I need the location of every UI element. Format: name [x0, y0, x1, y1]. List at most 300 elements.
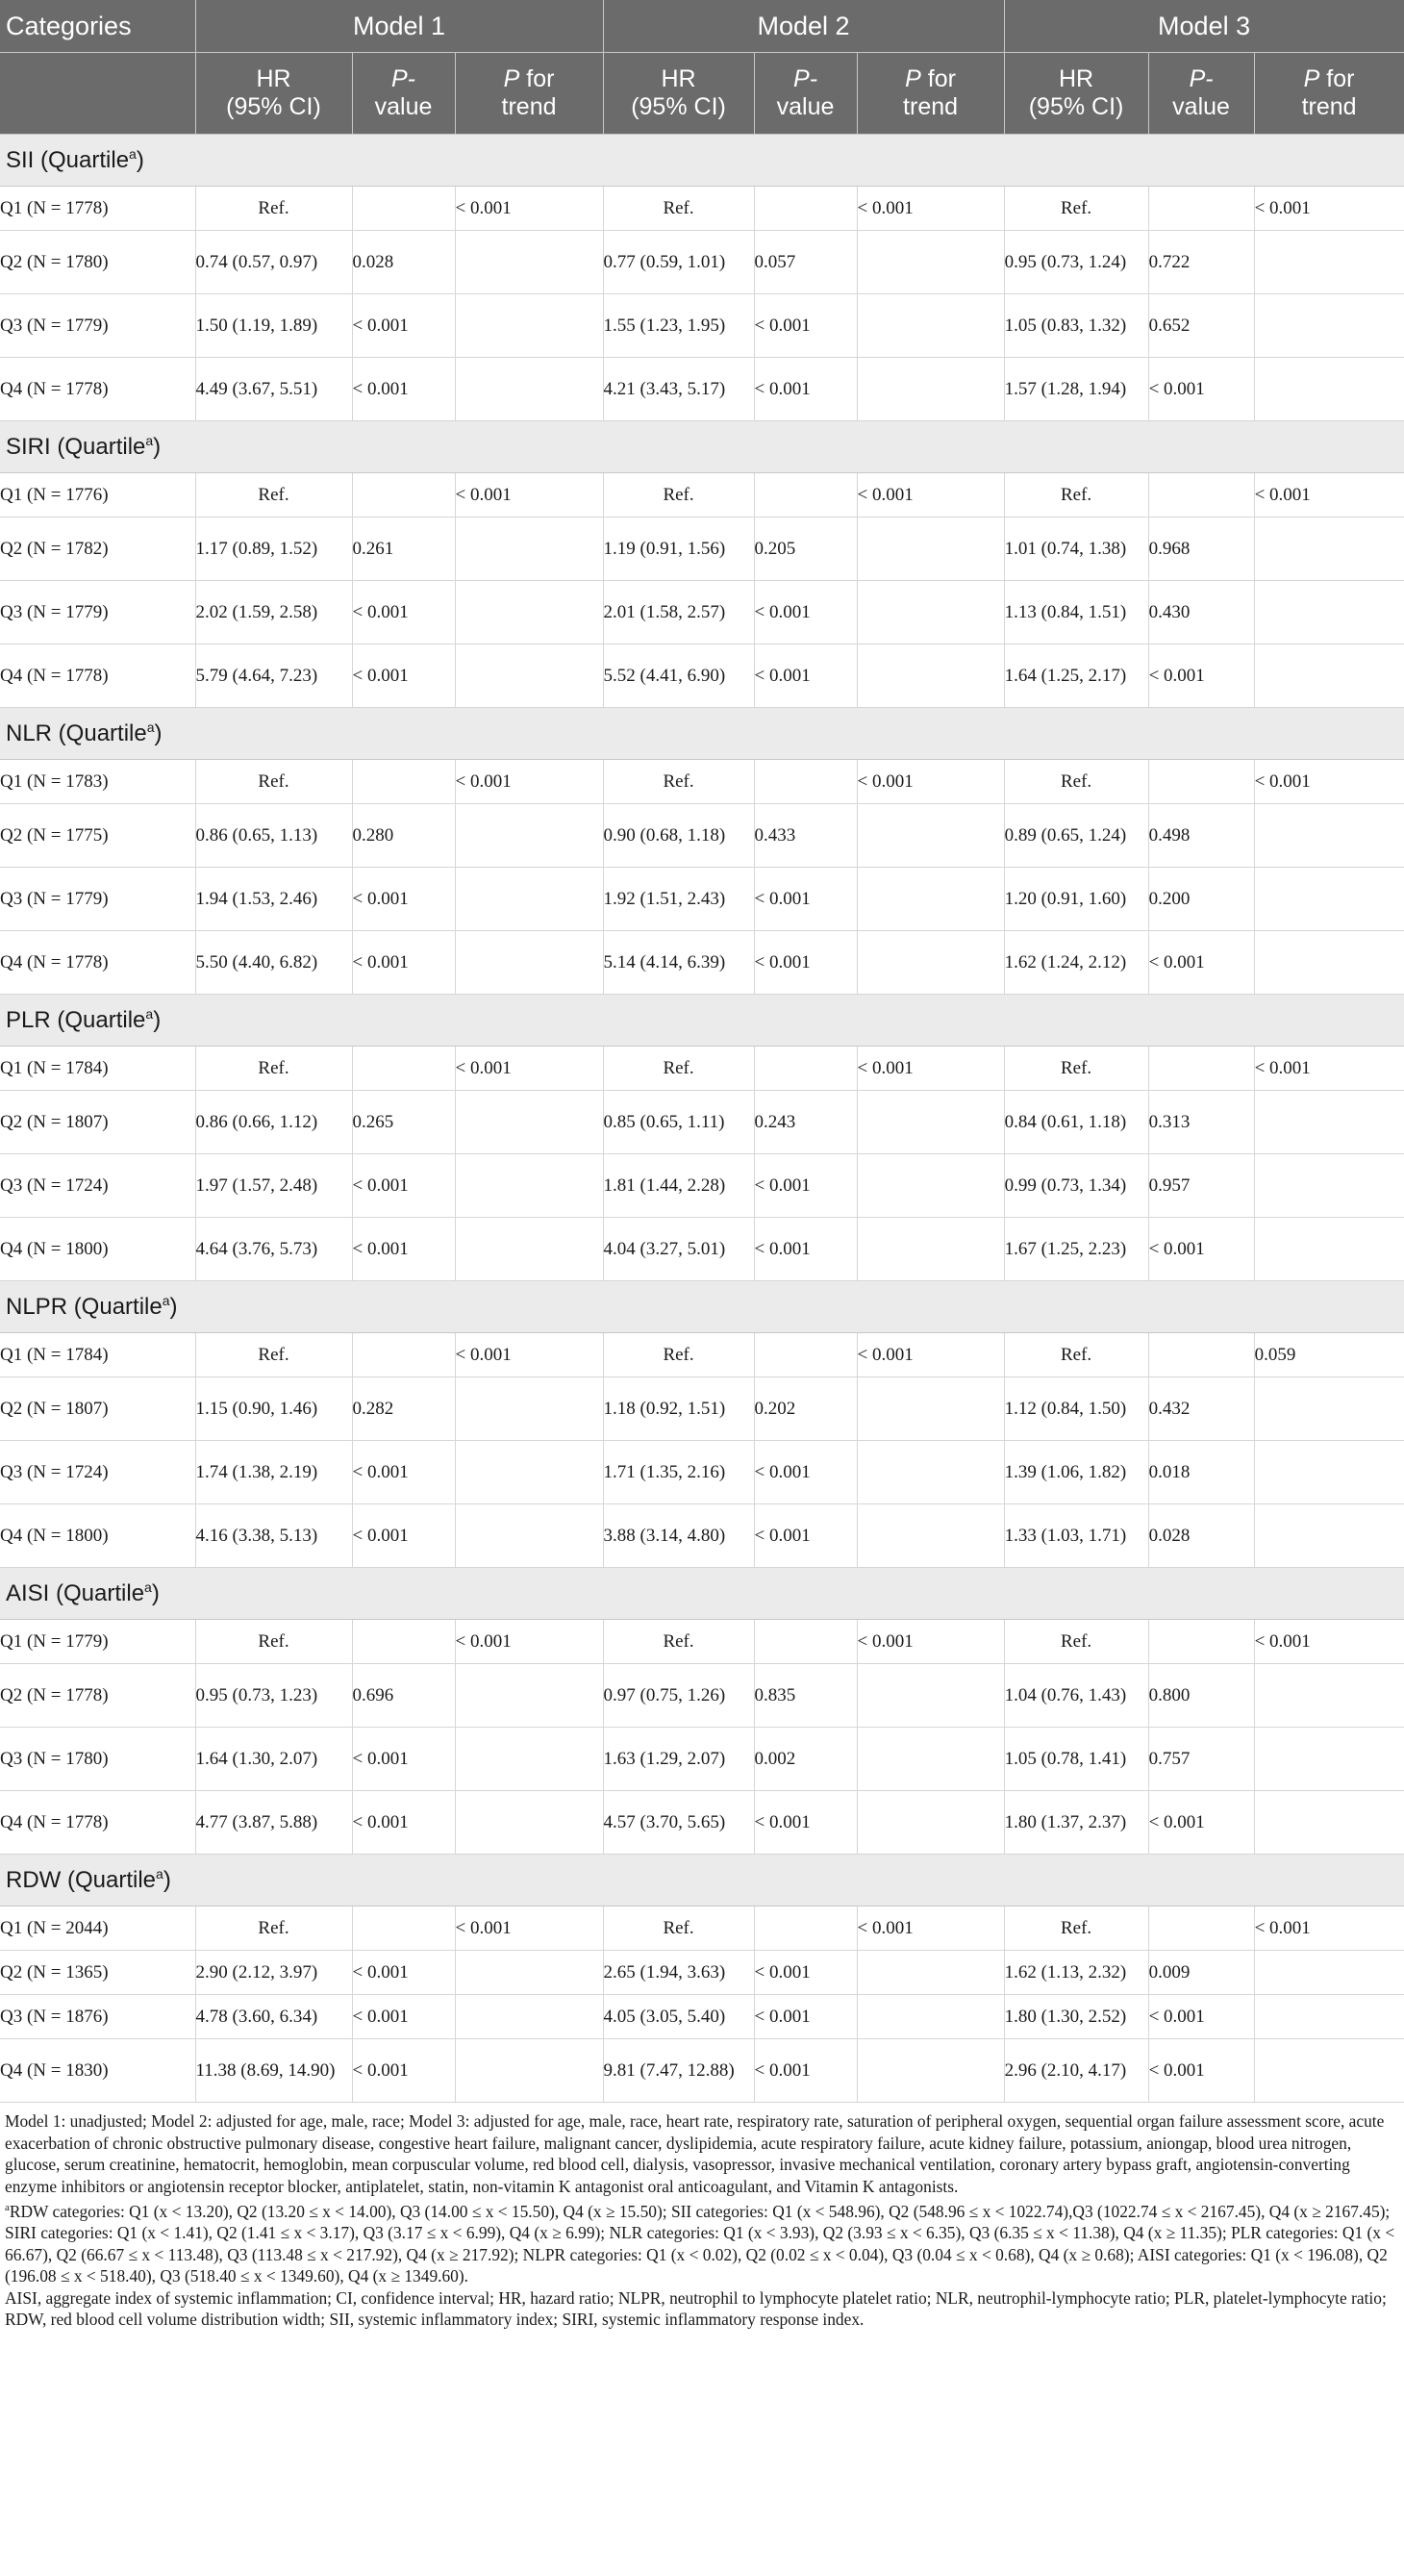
table-row	[0, 518, 1404, 581]
p-value-cell: < 0.001	[352, 358, 455, 421]
p-for-trend-cell	[1254, 231, 1404, 294]
quartile-label: Q1 (N = 1778)	[0, 187, 195, 231]
group-title	[0, 1281, 1404, 1333]
hr-ci-header: HR (95% CI)	[603, 53, 754, 135]
p-value-cell: < 0.001	[1148, 644, 1254, 708]
group-close: )	[154, 720, 163, 746]
p-value-cell: < 0.001	[1148, 1995, 1254, 2039]
group-name: SIRI (Quartile	[6, 434, 146, 460]
p-for-trend-cell	[455, 294, 603, 358]
table-row	[0, 760, 1404, 804]
p-value-cell: < 0.001	[754, 1441, 857, 1504]
p-value-cell: 0.028	[1148, 1504, 1254, 1568]
hr-ci-cell: 1.18 (0.92, 1.51)	[603, 1377, 754, 1441]
quartile-label: Q3 (N = 1724)	[0, 1154, 195, 1218]
group-name: RDW (Quartile	[6, 1867, 157, 1893]
hr-ci-cell: 0.90 (0.68, 1.18)	[603, 804, 754, 868]
table-row	[0, 358, 1404, 421]
group-header-row	[0, 135, 1404, 187]
group-title	[0, 1855, 1404, 1907]
p-value-cell	[352, 1047, 455, 1091]
p-for-trend-cell: < 0.001	[857, 760, 1004, 804]
p-for-trend-cell	[857, 2039, 1004, 2103]
quartile-label: Q1 (N = 1784)	[0, 1047, 195, 1091]
hr-ci-cell: 1.74 (1.38, 2.19)	[195, 1441, 352, 1504]
quartile-label: Q1 (N = 1779)	[0, 1620, 195, 1664]
hr-ci-cell: 0.86 (0.66, 1.12)	[195, 1091, 352, 1154]
quartile-label: Q1 (N = 2044)	[0, 1907, 195, 1951]
p-for-trend-cell	[1254, 1791, 1404, 1855]
group-title	[0, 995, 1404, 1047]
group-name: SII (Quartile	[6, 147, 130, 173]
p-for-trend-header: P for trend	[1254, 53, 1404, 135]
quartile-label: Q2 (N = 1365)	[0, 1951, 195, 1995]
p-value-cell: 0.433	[754, 804, 857, 868]
p-value-cell	[754, 1047, 857, 1091]
table-row	[0, 1791, 1404, 1855]
p-for-trend-cell	[1254, 358, 1404, 421]
p-value-cell: < 0.001	[1148, 358, 1254, 421]
hr-ci-cell: 1.12 (0.84, 1.50)	[1004, 1377, 1148, 1441]
p-for-trend-cell	[857, 1664, 1004, 1728]
p-for-trend-cell	[455, 931, 603, 995]
p-value-cell: < 0.001	[754, 931, 857, 995]
p-for-trend-cell	[455, 868, 603, 931]
table-row	[0, 644, 1404, 708]
hr-ci-cell: 9.81 (7.47, 12.88)	[603, 2039, 754, 2103]
table-row	[0, 804, 1404, 868]
p-for-trend-cell	[857, 1377, 1004, 1441]
p-value-cell: 0.757	[1148, 1728, 1254, 1791]
quartile-label: Q3 (N = 1724)	[0, 1441, 195, 1504]
hr-ci-cell: Ref.	[195, 187, 352, 231]
p-value-cell: 0.968	[1148, 518, 1254, 581]
p-value-cell: < 0.001	[1148, 1218, 1254, 1281]
hr-ci-cell: 2.02 (1.59, 2.58)	[195, 581, 352, 644]
footnote-models: Model 1: unadjusted; Model 2: adjusted for age, male, race; Model 3: adjusted for age, male, race, heart rate, respiratory rate, saturation of peripheral oxygen, sequential organ failure assessment score, acute exacerbation of chronic obstructive pulmonary disease, congestive heart failure, malignant cancer, dyslipidemia, acute respiratory failure, acute kidney failure, potassium, aniongap, blood urea nitrogen, glucose, serum creatinine, hematocrit, hemoglobin, mean corpuscular volume, red blood cell, dialysis, vasopressor, invasive mechanical ventilation, coronary artery bypass graft, angiotensin-converting enzyme inhibitors or angiotensin receptor blocker, antiplatelet, statin, non-vitamin K antagonist oral anticoagulant, and Vitamin K antagonists.	[5, 2111, 1385, 2196]
p-value-cell: 0.028	[352, 231, 455, 294]
p-for-trend-cell	[455, 1791, 603, 1855]
quartile-label: Q3 (N = 1779)	[0, 294, 195, 358]
quartile-label: Q1 (N = 1784)	[0, 1333, 195, 1377]
p-for-trend-cell	[455, 2039, 603, 2103]
hr-ci-cell: 1.64 (1.30, 2.07)	[195, 1728, 352, 1791]
p-value-cell: < 0.001	[754, 1218, 857, 1281]
hr-ci-cell: 1.57 (1.28, 1.94)	[1004, 358, 1148, 421]
p-value-cell: < 0.001	[352, 581, 455, 644]
hr-ci-cell: 0.86 (0.65, 1.13)	[195, 804, 352, 868]
p-value-header: P- value	[352, 53, 455, 135]
p-for-trend-cell	[1254, 1441, 1404, 1504]
hr-ci-cell: Ref.	[603, 473, 754, 518]
table-row	[0, 1664, 1404, 1728]
hr-ci-cell: Ref.	[603, 1047, 754, 1091]
p-for-trend-cell	[857, 1728, 1004, 1791]
p-for-trend-cell	[455, 1154, 603, 1218]
p-value-cell: 0.200	[1148, 868, 1254, 931]
group-header-row	[0, 1855, 1404, 1907]
table-row	[0, 1620, 1404, 1664]
p-for-trend-cell	[455, 1091, 603, 1154]
p-value-cell	[352, 1333, 455, 1377]
hr-ci-cell: 1.15 (0.90, 1.46)	[195, 1377, 352, 1441]
hr-ci-cell: 1.39 (1.06, 1.82)	[1004, 1441, 1148, 1504]
table-row	[0, 1995, 1404, 2039]
hr-ci-cell: Ref.	[1004, 1047, 1148, 1091]
quartile-label: Q2 (N = 1778)	[0, 1664, 195, 1728]
group-close: )	[153, 434, 162, 460]
model-3-header: Model 3	[1004, 0, 1404, 53]
group-header-row	[0, 421, 1404, 473]
p-for-trend-cell	[1254, 1504, 1404, 1568]
group-sup: a	[156, 1866, 163, 1881]
table-row	[0, 1907, 1404, 1951]
p-value-cell: < 0.001	[754, 581, 857, 644]
p-value-cell	[352, 760, 455, 804]
hr-ci-cell: 1.62 (1.24, 2.12)	[1004, 931, 1148, 995]
p-for-trend-cell	[455, 1441, 603, 1504]
p-value-cell	[352, 473, 455, 518]
table-row	[0, 187, 1404, 231]
hr-ci-cell: Ref.	[195, 473, 352, 518]
hr-ci-cell: 5.79 (4.64, 7.23)	[195, 644, 352, 708]
p-for-trend-cell	[455, 1951, 603, 1995]
group-name: AISI (Quartile	[6, 1580, 145, 1606]
hr-ci-cell: 1.17 (0.89, 1.52)	[195, 518, 352, 581]
p-for-trend-cell	[1254, 1377, 1404, 1441]
table-row	[0, 1951, 1404, 1995]
p-value-cell	[1148, 1620, 1254, 1664]
hr-ci-cell: 1.05 (0.78, 1.41)	[1004, 1728, 1148, 1791]
p-for-trend-cell	[1254, 1995, 1404, 2039]
hr-ci-cell: 1.97 (1.57, 2.48)	[195, 1154, 352, 1218]
p-value-cell	[352, 1620, 455, 1664]
hr-ci-cell: Ref.	[1004, 1907, 1148, 1951]
p-value-cell: < 0.001	[352, 1951, 455, 1995]
hr-ci-cell: Ref.	[195, 1333, 352, 1377]
p-value-cell: < 0.001	[754, 2039, 857, 2103]
p-value-cell: < 0.001	[352, 1441, 455, 1504]
table-row	[0, 1047, 1404, 1091]
group-close: )	[169, 1294, 178, 1320]
p-for-trend-cell	[857, 518, 1004, 581]
p-value-cell	[754, 187, 857, 231]
quartile-label: Q4 (N = 1778)	[0, 358, 195, 421]
p-value-cell: 0.498	[1148, 804, 1254, 868]
p-value-cell	[1148, 187, 1254, 231]
p-for-trend-cell	[455, 644, 603, 708]
group-name: PLR (Quartile	[6, 1007, 146, 1033]
hr-ci-cell: 1.92 (1.51, 2.43)	[603, 868, 754, 931]
p-value-cell: 0.722	[1148, 231, 1254, 294]
p-value-cell: < 0.001	[754, 1995, 857, 2039]
hr-ci-cell: 1.81 (1.44, 2.28)	[603, 1154, 754, 1218]
p-for-trend-cell: < 0.001	[857, 1333, 1004, 1377]
p-for-trend-cell	[857, 1154, 1004, 1218]
group-close: )	[163, 1867, 171, 1893]
model-2-header: Model 2	[603, 0, 1004, 53]
quartile-label: Q4 (N = 1778)	[0, 1791, 195, 1855]
hr-ci-cell: Ref.	[195, 1907, 352, 1951]
hr-ci-cell: 0.89 (0.65, 1.24)	[1004, 804, 1148, 868]
hr-ci-cell: 0.74 (0.57, 0.97)	[195, 231, 352, 294]
group-sup: a	[144, 1579, 152, 1595]
hr-ci-cell: Ref.	[1004, 473, 1148, 518]
hr-ci-cell: 4.77 (3.87, 5.88)	[195, 1791, 352, 1855]
table-row	[0, 1333, 1404, 1377]
p-for-trend-cell	[455, 1995, 603, 2039]
group-sup: a	[162, 1293, 170, 1308]
table-row	[0, 581, 1404, 644]
table-row	[0, 1441, 1404, 1504]
p-value-cell: < 0.001	[754, 868, 857, 931]
footnote-categories-text: RDW categories: Q1 (x < 13.20), Q2 (13.20 ≤ x < 14.00), Q3 (14.00 ≤ x < 15.50), Q4 (x ≥ 15.50); SII categories: Q1 (x < 548.96), Q2 (548.96 ≤ x < 1022.74),Q3 (1022.74 ≤ x < 2167.45), Q4 (x ≥ 2167.45); SIRI categories: Q1 (x < 1.41), Q2 (1.41 ≤ x < 3.17), Q3 (3.17 ≤ x < 6.99), Q4 (x ≥ 6.99); NLR categories: Q1 (x < 3.93), Q2 (3.93 ≤ x < 6.35), Q3 (6.35 ≤ x < 11.38), Q4 (x ≥ 11.35); PLR categories: Q1 (x < 66.67), Q2 (66.67 ≤ x < 113.48), Q3 (113.48 ≤ x < 217.92), Q4 (x ≥ 217.92); NLPR categories: Q1 (x < 0.02), Q2 (0.02 ≤ x < 0.04), Q3 (0.04 ≤ x < 0.68), Q4 (x ≥ 0.68); AISI categories: Q1 (x < 196.08), Q2 (196.08 ≤ x < 518.40), Q3 (518.40 ≤ x < 1349.60), Q4 (x ≥ 1349.60).	[5, 2201, 1395, 2286]
hr-ci-cell: 1.80 (1.30, 2.52)	[1004, 1995, 1148, 2039]
group-title	[0, 708, 1404, 760]
quartile-label: Q2 (N = 1782)	[0, 518, 195, 581]
hr-ci-cell: 5.50 (4.40, 6.82)	[195, 931, 352, 995]
quartile-label: Q2 (N = 1775)	[0, 804, 195, 868]
quartile-label: Q2 (N = 1780)	[0, 231, 195, 294]
model-1-header: Model 1	[195, 0, 603, 53]
quartile-label: Q3 (N = 1876)	[0, 1995, 195, 2039]
p-value-cell: 0.957	[1148, 1154, 1254, 1218]
hr-ci-cell: Ref.	[1004, 1333, 1148, 1377]
hr-ci-cell: Ref.	[195, 1047, 352, 1091]
p-for-trend-cell: < 0.001	[857, 187, 1004, 231]
hr-ci-cell: 1.64 (1.25, 2.17)	[1004, 644, 1148, 708]
p-for-trend-cell: < 0.001	[1254, 473, 1404, 518]
p-value-cell: < 0.001	[754, 358, 857, 421]
table-row	[0, 1091, 1404, 1154]
p-value-cell: < 0.001	[352, 1154, 455, 1218]
p-value-cell: < 0.001	[352, 1791, 455, 1855]
table-row	[0, 1504, 1404, 1568]
group-sup: a	[146, 720, 155, 735]
p-for-trend-cell	[857, 1441, 1004, 1504]
p-for-trend-cell	[857, 1995, 1004, 2039]
footnote-categories	[5, 2197, 1398, 2287]
p-value-cell: < 0.001	[754, 1791, 857, 1855]
group-title	[0, 135, 1404, 187]
p-for-trend-header: P for trend	[455, 53, 603, 135]
p-value-cell: 0.430	[1148, 581, 1254, 644]
table-row	[0, 231, 1404, 294]
p-value-cell	[754, 473, 857, 518]
hr-ci-cell: 0.95 (0.73, 1.24)	[1004, 231, 1148, 294]
p-value-cell: < 0.001	[352, 644, 455, 708]
quartile-label: Q2 (N = 1807)	[0, 1091, 195, 1154]
p-value-cell: 0.205	[754, 518, 857, 581]
p-for-trend-cell	[857, 868, 1004, 931]
p-value-cell	[754, 760, 857, 804]
hr-ci-header: HR (95% CI)	[195, 53, 352, 135]
hr-ci-cell: 1.05 (0.83, 1.32)	[1004, 294, 1148, 358]
p-for-trend-cell	[857, 1218, 1004, 1281]
p-value-cell	[754, 1333, 857, 1377]
p-for-trend-cell	[857, 1504, 1004, 1568]
p-value-cell: 0.800	[1148, 1664, 1254, 1728]
p-value-header: P- value	[1148, 53, 1254, 135]
p-for-trend-cell: < 0.001	[455, 473, 603, 518]
p-value-cell: 0.652	[1148, 294, 1254, 358]
hr-ci-cell: Ref.	[603, 1620, 754, 1664]
p-for-trend-cell: < 0.001	[455, 187, 603, 231]
hr-ci-cell: Ref.	[603, 187, 754, 231]
p-for-trend-cell	[857, 644, 1004, 708]
header-row-models	[0, 0, 1404, 53]
hr-ci-header: HR (95% CI)	[1004, 53, 1148, 135]
p-for-trend-cell: < 0.001	[1254, 760, 1404, 804]
hr-ci-cell: 4.49 (3.67, 5.51)	[195, 358, 352, 421]
hr-ci-cell: 2.01 (1.58, 2.57)	[603, 581, 754, 644]
p-for-trend-cell: < 0.001	[455, 1620, 603, 1664]
p-for-trend-cell	[455, 1664, 603, 1728]
hr-ci-cell: 2.65 (1.94, 3.63)	[603, 1951, 754, 1995]
p-value-cell: 0.313	[1148, 1091, 1254, 1154]
hr-ci-cell: Ref.	[1004, 760, 1148, 804]
group-close: )	[151, 1580, 160, 1606]
p-for-trend-cell: < 0.001	[455, 1333, 603, 1377]
hr-ci-cell: 4.64 (3.76, 5.73)	[195, 1218, 352, 1281]
p-value-cell: 0.243	[754, 1091, 857, 1154]
p-for-trend-cell	[1254, 294, 1404, 358]
hr-ci-cell: 1.71 (1.35, 2.16)	[603, 1441, 754, 1504]
quartile-label: Q3 (N = 1779)	[0, 581, 195, 644]
p-for-trend-cell	[857, 581, 1004, 644]
quartile-label: Q4 (N = 1778)	[0, 931, 195, 995]
p-value-cell: 0.002	[754, 1728, 857, 1791]
p-for-trend-cell	[1254, 1728, 1404, 1791]
group-close: )	[136, 147, 144, 173]
hr-ci-cell: 4.05 (3.05, 5.40)	[603, 1995, 754, 2039]
hr-ci-cell: 1.50 (1.19, 1.89)	[195, 294, 352, 358]
hr-ci-cell: 3.88 (3.14, 4.80)	[603, 1504, 754, 1568]
p-for-trend-cell	[455, 804, 603, 868]
p-value-cell: < 0.001	[352, 868, 455, 931]
hr-ci-cell: 1.55 (1.23, 1.95)	[603, 294, 754, 358]
p-for-trend-cell	[455, 358, 603, 421]
p-value-cell: 0.202	[754, 1377, 857, 1441]
hr-ci-cell: 1.80 (1.37, 2.37)	[1004, 1791, 1148, 1855]
quartile-label: Q4 (N = 1800)	[0, 1504, 195, 1568]
quartile-label: Q4 (N = 1800)	[0, 1218, 195, 1281]
p-value-header: P- value	[754, 53, 857, 135]
table-row	[0, 1728, 1404, 1791]
hr-ci-cell: 1.67 (1.25, 2.23)	[1004, 1218, 1148, 1281]
p-value-cell: < 0.001	[352, 1995, 455, 2039]
table-row	[0, 2039, 1404, 2103]
hr-ci-cell: 4.21 (3.43, 5.17)	[603, 358, 754, 421]
p-value-cell: 0.282	[352, 1377, 455, 1441]
p-for-trend-cell: < 0.001	[455, 760, 603, 804]
p-value-cell: < 0.001	[1148, 2039, 1254, 2103]
p-for-trend-cell	[1254, 1951, 1404, 1995]
p-for-trend-cell: < 0.001	[455, 1907, 603, 1951]
categories-subheader-blank	[0, 53, 195, 135]
footnote-abbreviations: AISI, aggregate index of systemic inflammation; CI, confidence interval; HR, hazard ratio; NLPR, neutrophil to lymphocyte platelet ratio; NLR, neutrophil-lymphocyte ratio; PLR, platelet-lymphocyte ratio; RDW, red blood cell volume distribution width; SII, systemic inflammatory index; SIRI, systemic inflammatory response index.	[5, 2287, 1387, 2330]
p-value-cell: < 0.001	[754, 294, 857, 358]
p-value-cell	[1148, 760, 1254, 804]
group-name: NLPR (Quartile	[6, 1294, 163, 1320]
header-row-columns	[0, 53, 1404, 135]
quartile-label: Q1 (N = 1776)	[0, 473, 195, 518]
p-value-cell: < 0.001	[352, 1504, 455, 1568]
categories-header: Categories	[0, 0, 195, 53]
p-for-trend-cell	[857, 294, 1004, 358]
hr-ci-cell: 5.52 (4.41, 6.90)	[603, 644, 754, 708]
group-sup: a	[145, 433, 154, 448]
p-value-cell: < 0.001	[352, 2039, 455, 2103]
p-value-cell	[754, 1620, 857, 1664]
hr-ci-cell: 1.63 (1.29, 2.07)	[603, 1728, 754, 1791]
group-header-row	[0, 1281, 1404, 1333]
p-for-trend-cell: < 0.001	[857, 1620, 1004, 1664]
hr-ci-cell: Ref.	[603, 1333, 754, 1377]
p-for-trend-cell: < 0.001	[857, 1047, 1004, 1091]
p-for-trend-cell	[857, 1791, 1004, 1855]
p-value-cell: < 0.001	[1148, 1791, 1254, 1855]
p-value-cell	[352, 187, 455, 231]
p-value-cell: 0.696	[352, 1664, 455, 1728]
p-value-cell: < 0.001	[352, 931, 455, 995]
hr-ci-cell: 1.62 (1.13, 2.32)	[1004, 1951, 1148, 1995]
table-body	[0, 135, 1404, 2103]
p-for-trend-cell	[455, 581, 603, 644]
p-value-cell: 0.835	[754, 1664, 857, 1728]
p-value-cell: 0.265	[352, 1091, 455, 1154]
hr-ci-cell: Ref.	[195, 1620, 352, 1664]
p-for-trend-cell	[455, 518, 603, 581]
group-header-row	[0, 1568, 1404, 1620]
hr-ci-cell: Ref.	[195, 760, 352, 804]
hr-ci-cell: 2.90 (2.12, 3.97)	[195, 1951, 352, 1995]
quartile-label: Q2 (N = 1807)	[0, 1377, 195, 1441]
hr-ci-cell: 0.84 (0.61, 1.18)	[1004, 1091, 1148, 1154]
hr-ci-cell: 1.13 (0.84, 1.51)	[1004, 581, 1148, 644]
group-sup: a	[129, 146, 137, 162]
p-value-cell: < 0.001	[754, 1951, 857, 1995]
quartile-label: Q1 (N = 1783)	[0, 760, 195, 804]
table-row	[0, 294, 1404, 358]
table-row	[0, 931, 1404, 995]
hr-ci-cell: Ref.	[1004, 1620, 1148, 1664]
p-for-trend-cell	[455, 1728, 603, 1791]
p-value-cell: < 0.001	[352, 1728, 455, 1791]
p-value-cell	[1148, 1907, 1254, 1951]
p-value-cell: < 0.001	[754, 1154, 857, 1218]
p-value-cell: 0.280	[352, 804, 455, 868]
p-value-cell	[352, 1907, 455, 1951]
p-for-trend-cell: < 0.001	[1254, 1620, 1404, 1664]
p-for-trend-cell: < 0.001	[857, 473, 1004, 518]
p-value-cell: 0.018	[1148, 1441, 1254, 1504]
group-sup: a	[145, 1006, 154, 1022]
p-value-cell: < 0.001	[1148, 931, 1254, 995]
p-for-trend-cell: 0.059	[1254, 1333, 1404, 1377]
group-close: )	[153, 1007, 162, 1033]
p-for-trend-cell	[857, 804, 1004, 868]
p-value-cell: < 0.001	[352, 1218, 455, 1281]
p-for-trend-cell	[1254, 518, 1404, 581]
table-footnotes	[0, 2103, 1404, 2331]
p-for-trend-cell: < 0.001	[1254, 187, 1404, 231]
table-row	[0, 1218, 1404, 1281]
p-for-trend-cell: < 0.001	[857, 1907, 1004, 1951]
group-title	[0, 1568, 1404, 1620]
p-for-trend-cell	[857, 1091, 1004, 1154]
p-for-trend-cell: < 0.001	[1254, 1047, 1404, 1091]
